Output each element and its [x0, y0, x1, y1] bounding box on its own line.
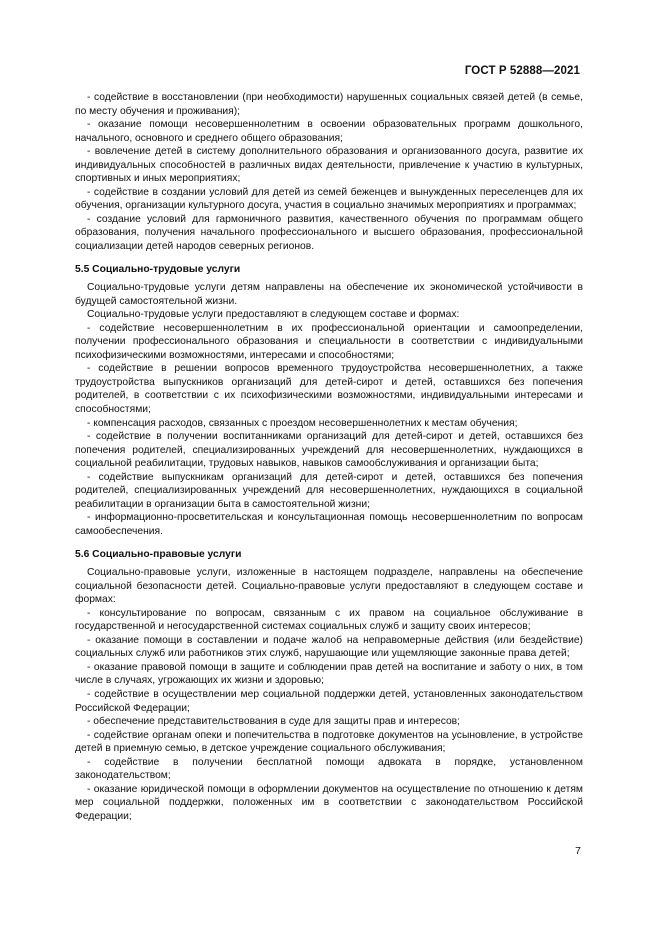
paragraph: - содействие несовершеннолетним в их профессиональной ориентации и самоопределении, получении профессионального образования и специальности в соответствии с индивидуальными психофизическими возможностями, интересами и способностями; [75, 322, 583, 361]
page-number: 7 [575, 845, 581, 857]
paragraph: Социально-трудовые услуги предоставляют в следующем составе и формах: [87, 309, 460, 321]
paragraph: - содействие в решении вопросов временного трудоустройства несовершеннолетних, а также трудоустройства выпускников организаций для детей-сирот и детей, оставшихся без попечения родителей, в соответствии с их психофизическими возможностями, индивидуальными интересами и способностями; [75, 363, 583, 416]
paragraph: - содействие в восстановлении (при необходимости) нарушенных социальных связей детей (в семье, по месту обучения и проживания); [75, 92, 583, 117]
paragraph: - информационно-просветительская и консультационная помощь несовершеннолетним по вопросам самообеспечения. [75, 512, 583, 537]
document-body [75, 91, 583, 823]
paragraph: - оказание помощи в составлении и подаче жалоб на неправомерные действия (или бездействие) социальных служб или работников этих служб, нарушающие или ущемляющие законные права детей; [75, 634, 583, 660]
paragraph: - оказание юридической помощи в оформлении документов на осуществление по отношению к детям мер социальной поддержки, положенных им в соответствии с законодательством Российской Федерации; [75, 783, 583, 822]
paragraph: - консультирование по вопросам, связанным с их правом на социальное обслуживание в государственной и негосударственной системах социальных служб и защиту своих интересов; [75, 607, 583, 633]
paragraph: - содействие в создании условий для детей из семей беженцев и вынужденных переселенцев для их обучения, организации культурного досуга, участия в социально значимых мероприятиях и программах; [75, 186, 583, 212]
paragraph: - оказание правовой помощи в защите и соблюдении прав детей на воспитание и заботу о них, в том числе в случаях, угрожающих их жизни и здоровью; [75, 661, 583, 687]
paragraph: - создание условий для гармоничного развития, качественного обучения по программам общего образования, получения начального профессионального и высшего образования, профессиональной социализации детей народов северных регионов. [75, 213, 583, 253]
paragraph: Социально-трудовые услуги детям направлены на обеспечение их экономической устойчивости в будущей самостоятельной жизни. [75, 282, 583, 307]
section-heading: 5.6 Социально-правовые услуги [75, 548, 242, 560]
paragraph: - содействие в осуществлении мер социальной поддержки детей, установленных законодательством Российской Федерации; [75, 688, 583, 714]
section-heading: 5.5 Социально-трудовые услуги [75, 263, 241, 275]
document-code: ГОСТ Р 52888—2021 [464, 65, 580, 77]
paragraph: - оказание помощи несовершеннолетним в освоении образовательных программ дошкольного, начального, основного и среднего общего образования; [75, 119, 583, 144]
paragraph: - содействие выпускникам организаций для детей-сирот и детей, оставшихся без попечения родителей, специализированных учреждений для несовершеннолетних, нуждающихся в социальной реабилитации в организации быта в самостоятельной жизни; [75, 471, 583, 510]
paragraph: - компенсация расходов, связанных с проездом несовершеннолетних к местам обучения; [87, 417, 518, 429]
paragraph: - вовлечение детей в систему дополнительного образования и организованного досуга, развитие их индивидуальных способностей в различных видах деятельности, привлечение к участию в культурных, спортивных и иных мероприятиях; [75, 146, 583, 185]
paragraph: - содействие в получении бесплатной помощи адвоката в порядке, установленном законодательством; [75, 756, 583, 782]
paragraph: - содействие органам опеки и попечительства в подготовке документов на усыновление, в устройстве детей в приемную семью, в детское учреждение социального обслуживания; [75, 729, 583, 755]
paragraph: Социально-правовые услуги, изложенные в настоящем подразделе, направлены на обеспечение социальной безопасности детей. Социально-правовые услуги предоставляют в следующем составе и формах: [75, 567, 583, 606]
paragraph: - обеспечение представительствования в суде для защиты прав и интересов; [87, 716, 461, 728]
paragraph: - содействие в получении воспитанниками организаций для детей-сирот и детей, оставшихся без попечения родителей, специализированных учреждений для несовершеннолетних, нуждающихся в социальной реабилитации, трудовых навыков, навыков самообслуживания и организации быта; [75, 431, 583, 470]
